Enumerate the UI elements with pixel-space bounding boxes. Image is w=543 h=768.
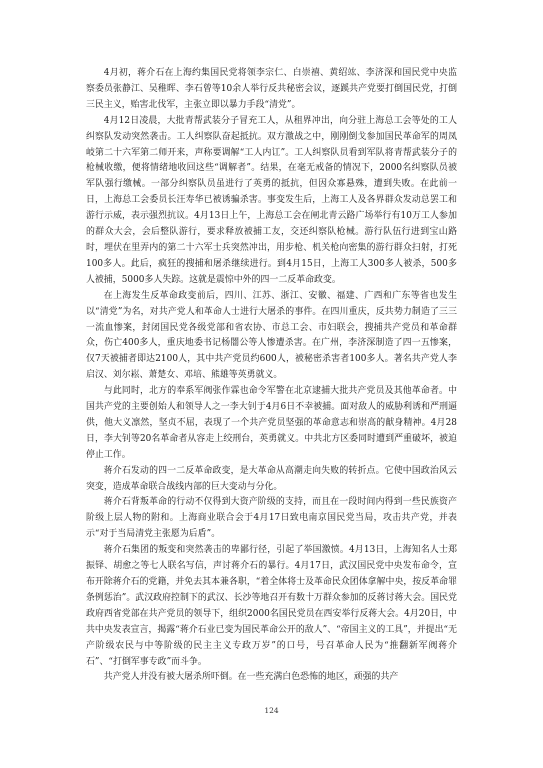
paragraph: 在上海发生反革命政变前后，四川、江苏、浙江、安徽、福建、广西和广东等省也发生以“清党”为名，对共产党人和革命人士进行大屠杀的事件。在四川重庆，反共势力制造了三三一流血惨案，封闭国民党各级党部和省农协、市总工会、市妇联会，搜捕共产党员和革命群众，伤亡400多人，重庆地委书记杨闇公等人惨遭杀害。在广州，李济深制造了四一五惨案，仅7天被捕者即达2100人，其中共产党员约600人，被秘密杀害者100多人。著名共产党人李启汉、刘尔崧、萧楚女、邓培、熊雄等英勇就义。 xyxy=(86,290,457,381)
page-number: 124 xyxy=(264,706,279,715)
paragraph: 蒋介石发动的四一二反革命政变，是大革命从高潮走向失败的转折点。它使中国政治风云突变，造成革命联合战线内部的巨大变动与分化。 xyxy=(86,465,457,492)
paragraph: 与此同时，北方的奉系军阀张作霖也命令军警在北京逮捕大批共产党员及其他革命者。中国共产党的主要创始人和领导人之一李大钊于4月6日不幸被捕。面对敌人的威胁利诱和严刑逼供，他大义凛然，坚贞不屈，表现了一个共产党员坚强的革命意志和崇高的献身精神。4月28日，李大钊等20名革命者从容走上绞刑台，英勇就义。中共北方区委同时遭到严重破坏，被迫停止工作。 xyxy=(86,386,457,460)
paragraph: 蒋介石背叛革命的行动不仅得到大资产阶级的支持，而且在一段时间内得到一些民族资产阶级上层人物的附和。上海商业联合会于4月17日致电南京国民党当局，攻击共产党，并表示“对于当局清党主张愿为后盾”。 xyxy=(86,497,457,540)
body-text xyxy=(86,66,457,686)
paragraph: 蒋介石集团的叛变和突然袭击的卑鄙行径，引起了举国激愤。4月13日，上海知名人士郑振铎、胡愈之等七人联名写信，声讨蒋介石的暴行。4月17日，武汉国民党中央发布命令，宣布开除蒋介石的党籍，并免去其本兼各职，“着全体将士及革命民众团体拿解中央，按反革命罪条例惩治”。武汉政府控制下的武汉、长沙等地召开有数十万群众参加的反蒋讨蒋大会。国民党政府西省党部在共产党员的领导下，组织2000名国民党员在西安举行反蒋大会。4月20日，中共中央发表宣言，揭露“蒋介石业已变为国民革命公开的敌人”、“帝国主义的工具”，并提出“无产阶级农民与中等阶级的民主主义专政万岁”的口号，号召革命人民为“推翻新军阀蒋介石”、“打倒军事专政”而斗争。 xyxy=(86,545,458,667)
paragraph: 4月初，蒋介石在上海约集国民党将领李宗仁、白崇禧、黄绍竑、李济深和国民党中央监察委员张静江、吴稚晖、李石曾等10余人举行反共秘密会议，逐蹊共产党要打倒国民党，打倒三民主义，贻害北伐军，主张立即以暴力手段“清党”。 xyxy=(86,68,457,110)
paragraph: 共产党人并没有被大屠杀所吓倒。在一些充满白色恐怖的地区，顽强的共产 xyxy=(103,672,399,683)
paragraph: 4月12日凌晨，大批青帮武装分子冒充工人，从租界冲出，向分驻上海总工会等处的工人纠察队发动突然袭击。工人纠察队奋起抵抗。双方激战之中，刚刚倒戈参加国民革命军的周凤岐第二十六军第二师开来，声称要调解“工人内讧”。工人纠察队员看到军队将青帮武装分子的枪械收缴，便将情绪地收回这些“调解者”。结果，在毫无戒备的情况下，2000名纠察队员被军队强行缴械。一部分纠察队员虽进行了英勇的抵抗，但因众寡悬殊，遭到失败。在此前一日，上海总工会委员长汪寿华已被诱骗杀害。事变发生后，上海工人及各界群众发动总罢工和游行示威，表示强烈抗议。4月13日上午，上海总工会在闸北青云路广场举行有10万工人参加的群众大会，会后整队游行，要求释放被捕工友，交还纠察队枪械。游行队伍行进到宝山路时，埋伏在里弄内的第二十六军士兵突然冲出，用步枪、机关枪向密集的游行群众扫射，打死100多人。此后，疯狂的搜捕和屠杀继续进行。到4月15日，上海工人300多人被杀，500多人被捕，5000多人失踪。这就是震惊中外的四一二反革命政变。 xyxy=(86,115,457,285)
